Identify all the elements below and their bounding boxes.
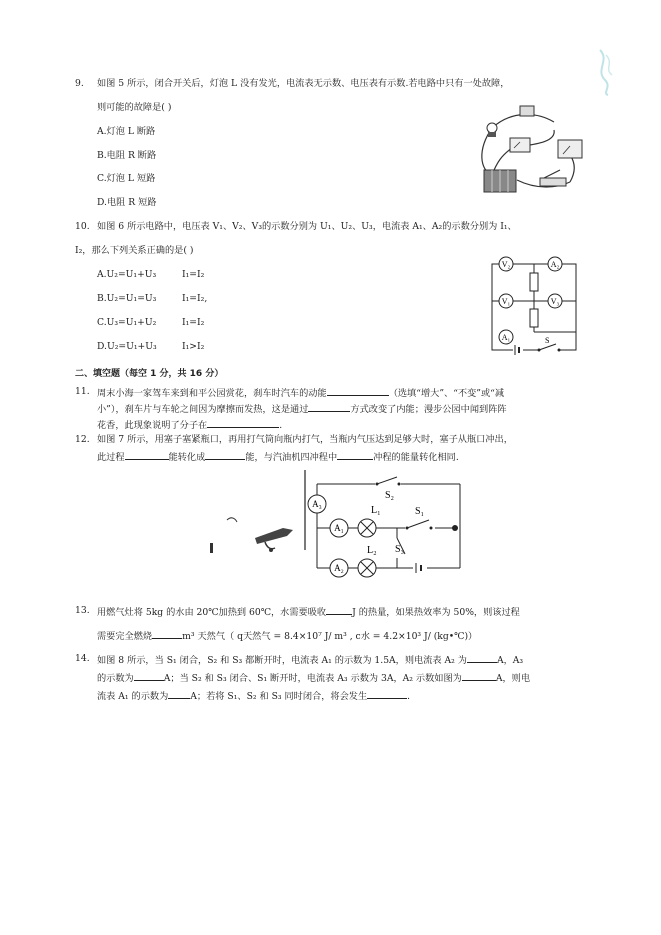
q11-line2: 小”），刹车片与车轮之间因为摩擦而发热，这是通过 (97, 404, 309, 415)
q14-blank-1[interactable] (467, 654, 497, 663)
q10-stem-line2: I₂，那么下列关系正确的是( ) (75, 245, 194, 256)
q13-line1b: J 的热量，如果热效率为 50%，则该过程 (352, 607, 520, 618)
q11-line3b: . (279, 420, 283, 431)
q13-blank-2[interactable] (152, 630, 182, 639)
q14-line2: 的示数为 (97, 673, 134, 684)
q14-line3c: . (407, 691, 411, 702)
q14-blank-4[interactable] (168, 690, 190, 699)
q11-line3: 花香，此现象说明了分子在 (97, 420, 208, 431)
q11-line2b: 方式改变了内能；漫步公园中闻到阵阵 (350, 404, 507, 415)
q11-line1: 周末小海一家驾车来到和平公园赏花，刹车时汽车的动能 (97, 388, 327, 399)
q14-number: 14. (75, 653, 90, 664)
q12-line1: 如图 7 所示，用塞子塞紧瓶口，再用打气筒向瓶内打气，当瓶内气压达到足够大时，塞子从瓶口冲出， (97, 434, 513, 445)
q13-line2: 需要完全燃烧 (97, 631, 153, 642)
q12-blank-3[interactable] (337, 451, 373, 460)
q14-blank-2[interactable] (134, 672, 164, 681)
figure-8-circuit (305, 480, 470, 580)
fig6-a1-label: A₁ (501, 333, 511, 342)
q12-line2c: 能，与汽油机四冲程中 (245, 452, 338, 463)
q10-option-c-current: I₁=I₂ (182, 317, 205, 328)
fig8-s3-label: S₃ (395, 544, 405, 555)
fig8-s2-label: S₂ (385, 490, 395, 501)
q11-line1b: （选填“增大”、“不变”或“减 (388, 388, 505, 399)
q11-number: 11. (75, 386, 90, 397)
figure-6-circuit (484, 254, 584, 354)
figure-5-circuit (462, 100, 592, 200)
q14-line3b: A；若将 S₁、S₂ 和 S₃ 同时闭合，将会发生 (190, 691, 368, 702)
q12-number: 12. (75, 434, 90, 445)
q10-option-b-current: I₁=I₂, (182, 293, 208, 304)
q9-option-d: D.电阻 R 短路 (97, 197, 157, 208)
fig8-a2-label: A₂ (334, 563, 344, 573)
q10-option-b: B.U₂=U₁=U₃ (97, 293, 157, 304)
q10-option-c: C.U₃=U₁+U₂ (97, 317, 157, 328)
q10-number: 10. (75, 221, 90, 232)
fig8-l1-label: L₁ (371, 505, 381, 516)
fig6-switch-label: S (545, 336, 550, 345)
q14-line1b: A，A₃ (496, 655, 524, 666)
fig6-v2-label: V₂ (501, 260, 511, 269)
q11-blank-1[interactable] (327, 387, 389, 396)
fig8-a3-label: A₃ (312, 499, 322, 509)
q10-option-d-current: I₁>I₂ (182, 341, 205, 352)
q11-blank-2[interactable] (308, 403, 350, 412)
q11-blank-3[interactable] (207, 419, 279, 428)
q14-line2b: A；当 S₂ 和 S₃ 闭合、S₁ 断开时，电流表 A₃ 示数为 3A，A₂ 示数如图为 (163, 673, 462, 684)
q14-line2c: A，则电 (495, 673, 531, 684)
fig6-v1-label: V₁ (501, 297, 511, 306)
section-2-title: 二、填空题（每空 1 分，共 16 分） (75, 369, 224, 379)
q13-line1: 用燃气灶将 5kg 的水由 20℃加热到 60℃，水需要吸收 (97, 607, 327, 618)
fig6-v3-label: V₃ (550, 297, 560, 306)
q14-line3: 流表 A₁ 的示数为 (97, 691, 169, 702)
q14-line1: 如图 8 所示，当 S₁ 闭合，S₂ 和 S₃ 都断开时，电流表 A₁ 的示数为 1.5A，则电流表 A₂ 为 (97, 655, 467, 666)
corner-watermark (590, 45, 620, 95)
q10-option-d: D.U₂=U₁+U₃ (97, 341, 157, 352)
q14-blank-3[interactable] (462, 672, 496, 681)
fig8-a1-label: A₁ (334, 523, 344, 533)
q9-option-a: A.灯泡 L 断路 (97, 126, 156, 137)
q14-blank-5[interactable] (367, 690, 407, 699)
fig6-a2-label: A₂ (550, 260, 560, 269)
q12-blank-1[interactable] (125, 451, 169, 460)
fig8-l2-label: L₂ (367, 545, 377, 556)
q9-number: 9. (75, 78, 84, 89)
q9-stem-line1: 如图 5 所示，闭合开关后，灯泡 L 没有发光，电流表无示数、电压表有示数.若电路中只有一处故障， (97, 78, 510, 89)
q10-option-a-current: I₁=I₂ (182, 269, 205, 280)
q9-stem-line2: 则可能的故障是( ) (97, 102, 172, 113)
q10-option-a: A.U₂=U₁+U₃ (97, 269, 157, 280)
fig8-s1-label: S₁ (415, 506, 425, 517)
q13-number: 13. (75, 605, 90, 616)
q13-blank-1[interactable] (326, 606, 352, 615)
q13-line2b: m³ 天然气（ q天然气 = 8.4×10⁷ J/ m³ , c水 = 4.2×10³ J/ (kg•℃)） (182, 631, 478, 642)
q9-option-b: B.电阻 R 断路 (97, 150, 157, 161)
q9-option-c: C.灯泡 L 短路 (97, 173, 156, 184)
q12-line2: 此过程 (97, 452, 125, 463)
q12-line2d: 冲程的能量转化相同. (373, 452, 459, 463)
q10-stem-line1: 如图 6 所示电路中，电压表 V₁、V₂、V₃的示数分别为 U₁、U₂、U₃，电流表 A₁、A₂的示数分别为 I₁、 (97, 221, 517, 232)
q12-blank-2[interactable] (205, 451, 245, 460)
figure-7-pump-bottle (205, 510, 305, 560)
q12-line2b: 能转化成 (168, 452, 206, 463)
